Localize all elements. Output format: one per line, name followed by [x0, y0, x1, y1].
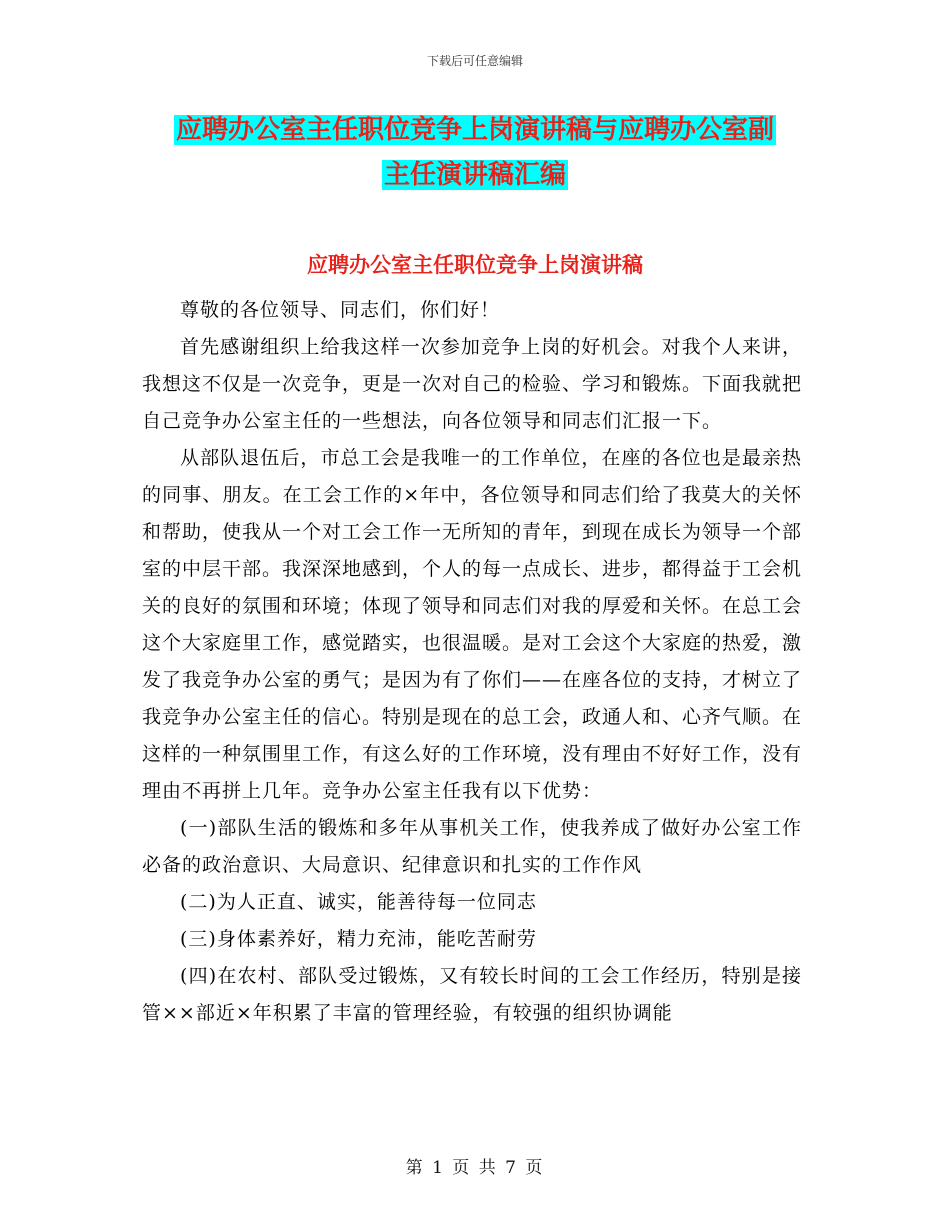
document-title-line-2 [0, 157, 950, 193]
document-title-text-1: 应聘办公室主任职位竞争上岗演讲稿与应聘办公室副 [175, 115, 774, 145]
paragraph-intro: 首先感谢组织上给我这样一次参加竞争上岗的好机会。对我个人来讲，我想这不仅是一次竞争，更是一次对自己的检验、学习和锻炼。下面我就把自己竞争办公室主任的一些想法，向各位领导和同志们汇报一下。 [142, 336, 803, 432]
document-title-text-2: 主任演讲稿汇编 [383, 160, 566, 190]
document-body [142, 292, 802, 1032]
header-note: 下载后可任意编辑 [426, 54, 523, 68]
paragraph-advantage-3: (三)身体素养好，精力充沛，能吃苦耐劳 [180, 928, 537, 950]
paragraph-advantage-4: (四)在农村、部队受过锻炼，又有较长时间的工会工作经历，特别是接管××部近×年积累了丰富的管理经验，有较强的组织协调能 [142, 965, 802, 1024]
paragraph-advantage-1: (一)部队生活的锻炼和多年从事机关工作，使我养成了做好办公室工作必备的政治意识、大局意识、纪律意识和扎实的工作作风 [142, 817, 802, 876]
document-title-line-1 [0, 112, 950, 148]
page-footer: 第 1 页 共 7 页 [405, 1158, 545, 1178]
section-title: 应聘办公室主任职位竞争上岗演讲稿 [307, 253, 643, 277]
paragraph-greeting: 尊敬的各位领导、同志们，你们好！ [180, 299, 501, 321]
paragraph-advantage-2: (二)为人正直、诚实，能善待每一位同志 [180, 891, 537, 913]
paragraph-background: 从部队退伍后，市总工会是我唯一的工作单位，在座的各位也是最亲热的同事、朋友。在工会工作的×年中，各位领导和同志们给了我莫大的关怀和帮助，使我从一个对工会工作一无所知的青年，到现在成长为领导一个部室的中层干部。我深深地感到，个人的每一点成长、进步，都得益于工会机关的良好的氛围和环境；体现了领导和同志们对我的厚爱和关怀。在总工会这个大家庭里工作，感觉踏实，也很温暖。是对工会这个大家庭的热爱，激发了我竞争办公室的勇气；是因为有了你们——在座各位的支持，才树立了我竞争办公室主任的信心。特别是现在的总工会，政通人和、心齐气顺。在这样的一种氛围里工作，有这么好的工作环境，没有理由不好好工作，没有理由不再拼上几年。竞争办公室主任我有以下优势： [142, 447, 803, 802]
